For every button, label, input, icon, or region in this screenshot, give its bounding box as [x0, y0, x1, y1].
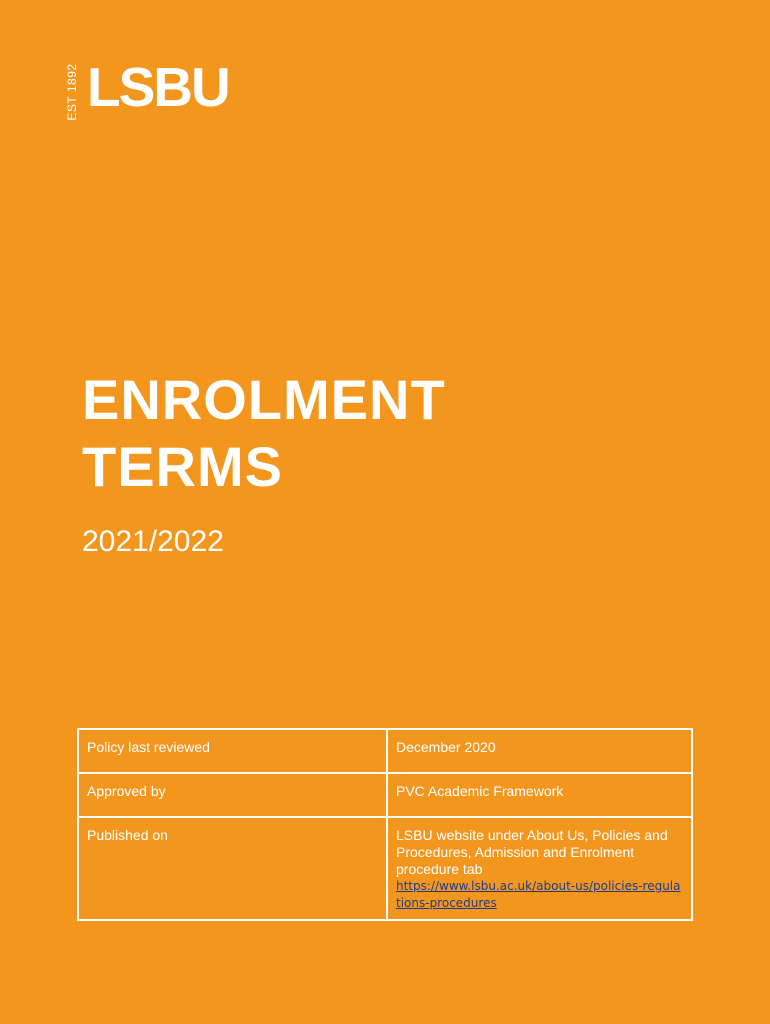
logo-est-text	[62, 63, 82, 121]
logo-wordmark: LSBU	[87, 56, 229, 118]
table-row	[78, 773, 692, 817]
row-value-last-reviewed: December 2020	[387, 729, 692, 773]
row-value-published-on-cell	[387, 817, 692, 920]
row-value-published-on: LSBU website under About Us, Policies and Procedures, Admission and Enrolment procedure tab	[396, 827, 668, 877]
table-row	[78, 817, 692, 920]
row-label-last-reviewed: Policy last reviewed	[78, 729, 387, 773]
row-label-published-on: Published on	[78, 817, 387, 920]
policy-info-table	[77, 728, 693, 921]
academic-year: 2021/2022	[82, 525, 224, 558]
row-value-approved-by: PVC Academic Framework	[387, 773, 692, 817]
title-line-2: TERMS	[82, 435, 283, 498]
policies-link[interactable]: https://www.lsbu.ac.uk/about-us/policies-regulations-procedures	[396, 879, 681, 910]
title-line-1: ENROLMENT	[82, 368, 446, 431]
row-label-approved-by: Approved by	[78, 773, 387, 817]
logo-est-label: EST 1892	[65, 63, 79, 121]
document-title	[82, 366, 446, 500]
table-row	[78, 729, 692, 773]
